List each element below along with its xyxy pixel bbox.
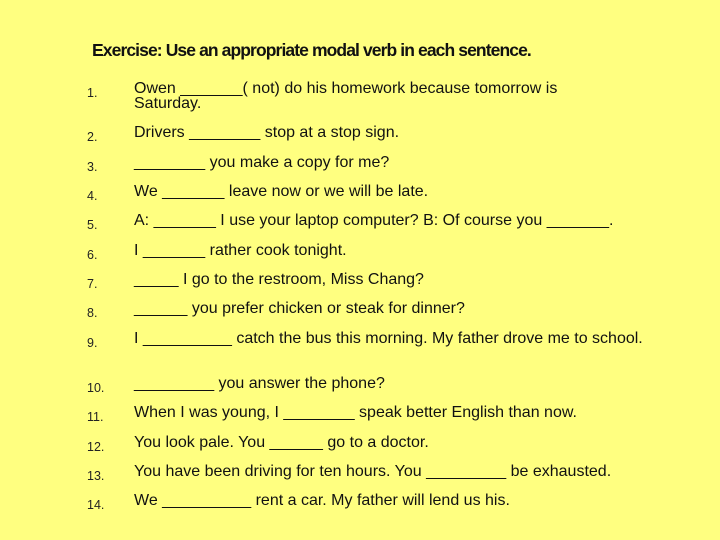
item-number: 10. bbox=[87, 381, 105, 395]
item-text: You have been driving for ten hours. You _________ be exhausted. bbox=[134, 463, 612, 480]
item-number: 5. bbox=[87, 218, 98, 232]
item-text: I __________ catch the bus this morning. My father drove me to school. bbox=[134, 330, 643, 347]
item-text: _________ you answer the phone? bbox=[134, 375, 385, 392]
item-number: 11. bbox=[87, 410, 104, 424]
item-text: ______ you prefer chicken or steak for dinner? bbox=[134, 300, 465, 317]
item-number: 8. bbox=[87, 306, 98, 320]
item-text: When I was young, I ________ speak better English than now. bbox=[134, 404, 577, 421]
item-number: 2. bbox=[87, 130, 98, 144]
item-text: Drivers ________ stop at a stop sign. bbox=[134, 124, 400, 141]
item-text: ________ you make a copy for me? bbox=[134, 154, 390, 171]
item-number: 4. bbox=[87, 189, 98, 203]
item-text: _____ I go to the restroom, Miss Chang? bbox=[134, 271, 424, 288]
item-text: You look pale. You ______ go to a doctor. bbox=[134, 434, 429, 451]
item-number: 6. bbox=[87, 248, 98, 262]
item-text: A: _______ I use your laptop computer? B: Of course you _______. bbox=[134, 212, 614, 229]
item-number: 7. bbox=[87, 277, 98, 291]
exercise-title: Exercise: Use an appropriate modal verb in each sentence. bbox=[92, 40, 531, 60]
item-text: We __________ rent a car. My father will lend us his. bbox=[134, 492, 510, 509]
item-number: 12. bbox=[87, 440, 105, 454]
item-text: I _______ rather cook tonight. bbox=[134, 242, 347, 259]
item-text: We _______ leave now or we will be late. bbox=[134, 183, 429, 200]
item-text: Owen _______( not) do his homework because tomorrow is Saturday. bbox=[134, 80, 558, 112]
item-number: 14. bbox=[87, 498, 105, 512]
item-number: 9. bbox=[87, 336, 98, 350]
item-number: 1. bbox=[87, 86, 98, 100]
item-number: 3. bbox=[87, 160, 98, 174]
item-number: 13. bbox=[87, 469, 105, 483]
